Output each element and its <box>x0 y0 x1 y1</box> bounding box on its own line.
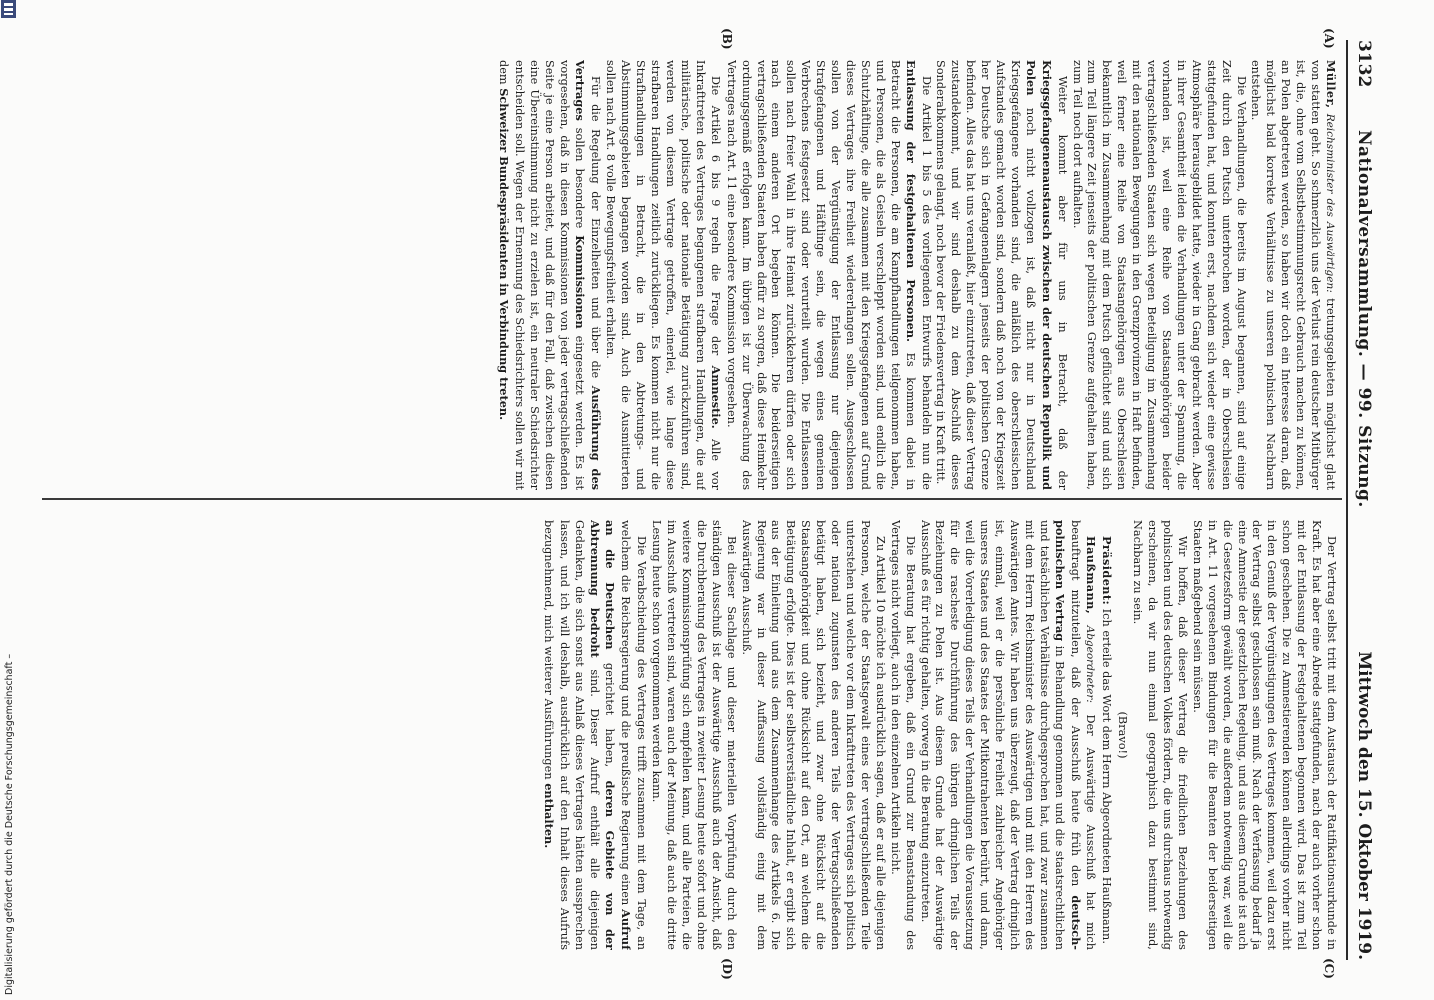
left-paragraph-6: Für die Regelung der Einzelheiten und über die Ausführung des Vertrages sollen besondere Kommissionen eingesetzt werden. Es ist vorgesehen, daß in diesen Kommissionen von jeder vertragschließenden Seite je eine Person arbeitet, und daß für den Fall, daß zwischen diesen eine Übereinstimmung nicht zu erzielen ist, ein neutraler Schiedsrichter entscheiden soll. Wegen der Ernennung des Schiedsrichters sollen wir mit dem Schweizer Bundespräsidenten in Verbindung treten. <box>497 60 603 490</box>
right-paragraph-7: Die Verabschiedung des Vertrages trifft zusammen mit dem Tage, an welchem die Reichsregierung und die preußische Regierung einen Aufruf an die Deutschen gerichtet haben, deren Gebiete von der Abtrennung bedroht sind. Dieser Aufruf enthält alle diejenigen Gedanken, die sich sonst aus Anlaß dieses Vertrages hätten aussprechen lassen, und ich will deshalb, ausdrücklich auf den Inhalt dieses Aufrufs bezugnehmend, mich weiterer Ausführungen enthalten. <box>541 520 649 950</box>
president-label: Präsident: <box>1100 536 1115 606</box>
session-title: Nationalversammlung. — 99. Sitzung. <box>1354 130 1374 508</box>
right-paragraph-1: Der Vertrag selbst tritt mit dem Austausch der Ratifikationsurkunde in Kraft. Es hat aber eine Abrede stattgefunden, nach der auch vorher schon mit der Entlassung der Festgehaltenen begonnen wird. Das ist zum Teil schon geschehen. Die zu Amnestierenden können allerdings vorher nicht in den Genuß der Vergünstigungen des Vertrages kommen, weil dazu erst der Vertrag selbst geschlossen sein muß. Nach der Verfassung bedarf ja eine Amnestie der gesetzlichen Regelung, und aus diesem Grunde ist auch die Gesetzesform gewählt worden, die außerdem notwendig war, weil die in Art. 11 vorgesehenen Bindungen für die Beamten der beiderseitigen Staaten maßgebend sein müssen. <box>1190 520 1338 950</box>
left-paragraph-2: Die Verhandlungen, die bereits im August begannen, sind auf einige Zeit durch den Putsch unterbrochen worden, der in Oberschlesien stattgefunden hat, und konnten erst, nachdem sich wieder eine gewisse Atmosphäre herausgebildet hatte, wieder in Gang gebracht werden. Aber in ihrer Gesamtheit leiden die Verhandlungen unter der Spannung, die vorhanden ist, weil eine Reihe von Staatsangehörigen beider vertragschließenden Staaten sich wegen Beteiligung im Zusammenhang mit den nationalen Bewegungen in den Grenzprovinzen in Haft befinden, weil ferner eine Reihe von Staatsangehörigen aus Oberschlesien bekanntlich im Zusammenhang mit dem Putsch geflüchtet sind und sich zum Teil längere Zeit jenseits der politischen Grenze aufgehalten haben, zum Teil noch dort aufhalten. <box>1070 60 1248 490</box>
applause-note: (Bravo!) <box>1116 711 1130 759</box>
left-column <box>38 60 1338 490</box>
margin-marker-a: (A) <box>1322 28 1336 49</box>
margin-marker-d: (D) <box>720 958 734 980</box>
left-paragraph-3: Weiter kommt aber für uns in Betracht, daß der Kriegsgefangenenaustausch zwischen der deutschen Republik und Polen noch nicht vollzogen ist, daß nicht nur in Deutschland Kriegsgefangene vorhanden sind, die anläßlich des oberschlesischen Aufstandes gemacht worden sind, sondern daß noch von der Kriegszeit her Deutsche sich in Gefangenenlagern jenseits der politischen Grenze befinden. Alles das hat uns veranlaßt, hier einzutreten, daß dieser Vertrag zustandekommt, und wir sind deshalb zu dem Abschluß dieses Sonderabkommens gelangt, noch bevor der Friedensvertrag in Kraft tritt. <box>934 60 1069 490</box>
margin-marker-b: (B) <box>720 28 734 50</box>
right-paragraph-3: Haußmann, Abgeordneter: Der Auswärtige Ausschuß hat mich beauftragt mitzuteilen, daß der Ausschuß heute früh den deutsch-polnischen Vertrag in Behandlung genommen und die staatsrechtlichen und tatsächlichen Verhältnisse durchgesprochen hat, und zwar zusammen mit dem Herrn Reichsminister des Auswärtigen und mit den Herren des Auswärtigen Amtes. Wir haben uns überzeugt, daß der Vertrag dringlich ist, einmal, weil er die persönliche Freiheit zahlreicher Angehöriger unseres Staates und des Staates der Mitkontrahenten berührt, und dann, weil die Vorerledigung dieses Teils der Verhandlungen die Voraussetzung für die rascheste Durchführung des übrigen dringlichen Teils der Beziehungen zu Polen ist. Aus diesem Grunde hat der Auswärtige Ausschuß es für richtig gehalten, vorweg in die Beratung einzutreten. <box>918 520 1099 950</box>
column-divider <box>42 498 1342 500</box>
speaker-name: Müller, <box>1324 60 1338 109</box>
right-paragraph-2: Wir hoffen, daß dieser Vertrag die friedlichen Beziehungen des polnischen und des deutschen Volkes fördern, die uns durchaus notwendig erscheinen, da wir nun einmal geographisch dazu bestimmt sind, Nachbarn zu sein. <box>1131 520 1189 950</box>
left-paragraph-5: Die Artikel 6 bis 9 regeln die Frage der Amnestie. Alle vor Inkrafttreten des Vertrages begangenen strafbaren Handlungen, die auf militärische, politische oder nationale Betätigung zurückzuführen sind, werden von diesem Vertrage getroffen, einerlei, wie lange diese strafbaren Handlungen zeitlich zurückliegen. Es kommen nicht nur die Strafhandlungen in Betracht, die in den Abtretungs- und Abstimmungsgebieten begangen worden sind. Auch die Ausmittierten sollen nach Art. 8 volle Bewegungsfreiheit erhalten. <box>604 60 723 490</box>
right-paragraph-5: Zu Artikel 10 möchte ich ausdrücklich sagen, daß er auf alle diejenigen Personen, welche der Staatsgewalt eines der vertragschließenden Teile unterstehen und welche vor dem Inkrafttreten des Vertrages sich politisch oder national zugunsten des anderen Teils der Vertragschließenden betätigt haben, sich bezieht, und zwar ohne Rücksicht auf die Staatsangehörigkeit und ohne Rücksicht auf den Ort, an welchem die Betätigung erfolgte. Dies ist der selbstverständliche Inhalt, er ergibt sich aus der Einleitung und aus dem Zusammenhange des Artikels 6. Die Regierung war in dieser Auffassung vollständig einig mit dem Auswärtigen Ausschuß. <box>739 520 887 950</box>
speaker-role: Reichsminister des Auswärtigen: <box>1324 113 1336 293</box>
president-paragraph: Präsident: Ich erteile das Wort dem Herrn Abgeordneten Haußmann. <box>1100 536 1115 944</box>
right-paragraph-4: Die Beratung hat ergeben, daß ein Grund zur Beanstandung des Vertrages nicht vorliegt, auch in den einzelnen Artikeln nicht. <box>888 520 917 950</box>
header-rule <box>1346 40 1348 960</box>
right-column <box>38 520 1338 950</box>
page-number: 3132 <box>1354 40 1374 88</box>
session-date: Mittwoch den 15. Oktober 1919. <box>1354 651 1374 960</box>
left-paragraph-4: Die Artikel 1 bis 5 des vorliegenden Entwurfs behandeln nun die Entlassung der festgehaltenen Personen. Es kommen dabei in Betracht die Personen, die am Kampfhandlungen teilgenommen haben, und Personen, die als Geiseln verschleppt worden sind, und endlich die Schutzhäftlinge, die alle zusammen mit den Kriegsgefangenen auf Grund dieses Vertrages ihre Freiheit wiedererlangen sollen. Ausgeschlossen sollen von der Vergünstigung der Entlassung nur diejenigen Strafgefangenen und Häftlinge sein, die wegen eines gemeinen Verbrechens festgesetzt sind oder verurteilt wurden. Die Entlassenen sollen nach freier Wahl in ihre Heimat zurückkehren dürfen oder sich nach einem anderen Ort begeben können. Die beiderseitigen vertragschließenden Staaten haben dafür zu sorgen, daß diese Heimkehr ordnungsgemäß erfolgen kann. Im übrigen ist zur Überwachung des Vertrages nach Art. 11 eine besondere Kommission vorgesehen. <box>724 60 933 490</box>
digitization-credit <box>0 0 18 1000</box>
page-header <box>1352 40 1374 960</box>
left-paragraph-1: Müller, Reichsminister des Auswärtigen: tretungsgebieten möglichst glatt von statten geht. So schmerzlich uns der Verlust rein deutscher Mitbürger ist, die, ohne vom Selbstbestimmungsrecht Gebrauch machen zu können, an Polen abgetreten werden, so haben wir doch ein Interesse daran, daß möglichst bald korrekte Verhältnisse zu unseren polnischen Nachbarn entstehen. <box>1249 60 1338 490</box>
margin-marker-c: (C) <box>1322 958 1336 979</box>
right-paragraph-6: Bei dieser Sachlage und dieser materiellen Vorprüfung durch den ständigen Ausschuß ist der Auswärtige Ausschuß auch der Ansicht, daß die Durchberatung des Vertrages in zweiter Lesung heute sofort und ohne weitere Kommissionsprüfung sich empfehlen kann, und alle Parteien, die im Ausschuß vertreten sind, waren auch der Meinung, daß auch die dritte Lesung heute schon vorgenommen werden kann. <box>650 520 738 950</box>
dfg-logo-icon <box>1 0 16 18</box>
digitization-credit-text: Digitalisierung gefördert durch die Deutsche Forschungsgemeinschaft – <box>4 653 15 995</box>
